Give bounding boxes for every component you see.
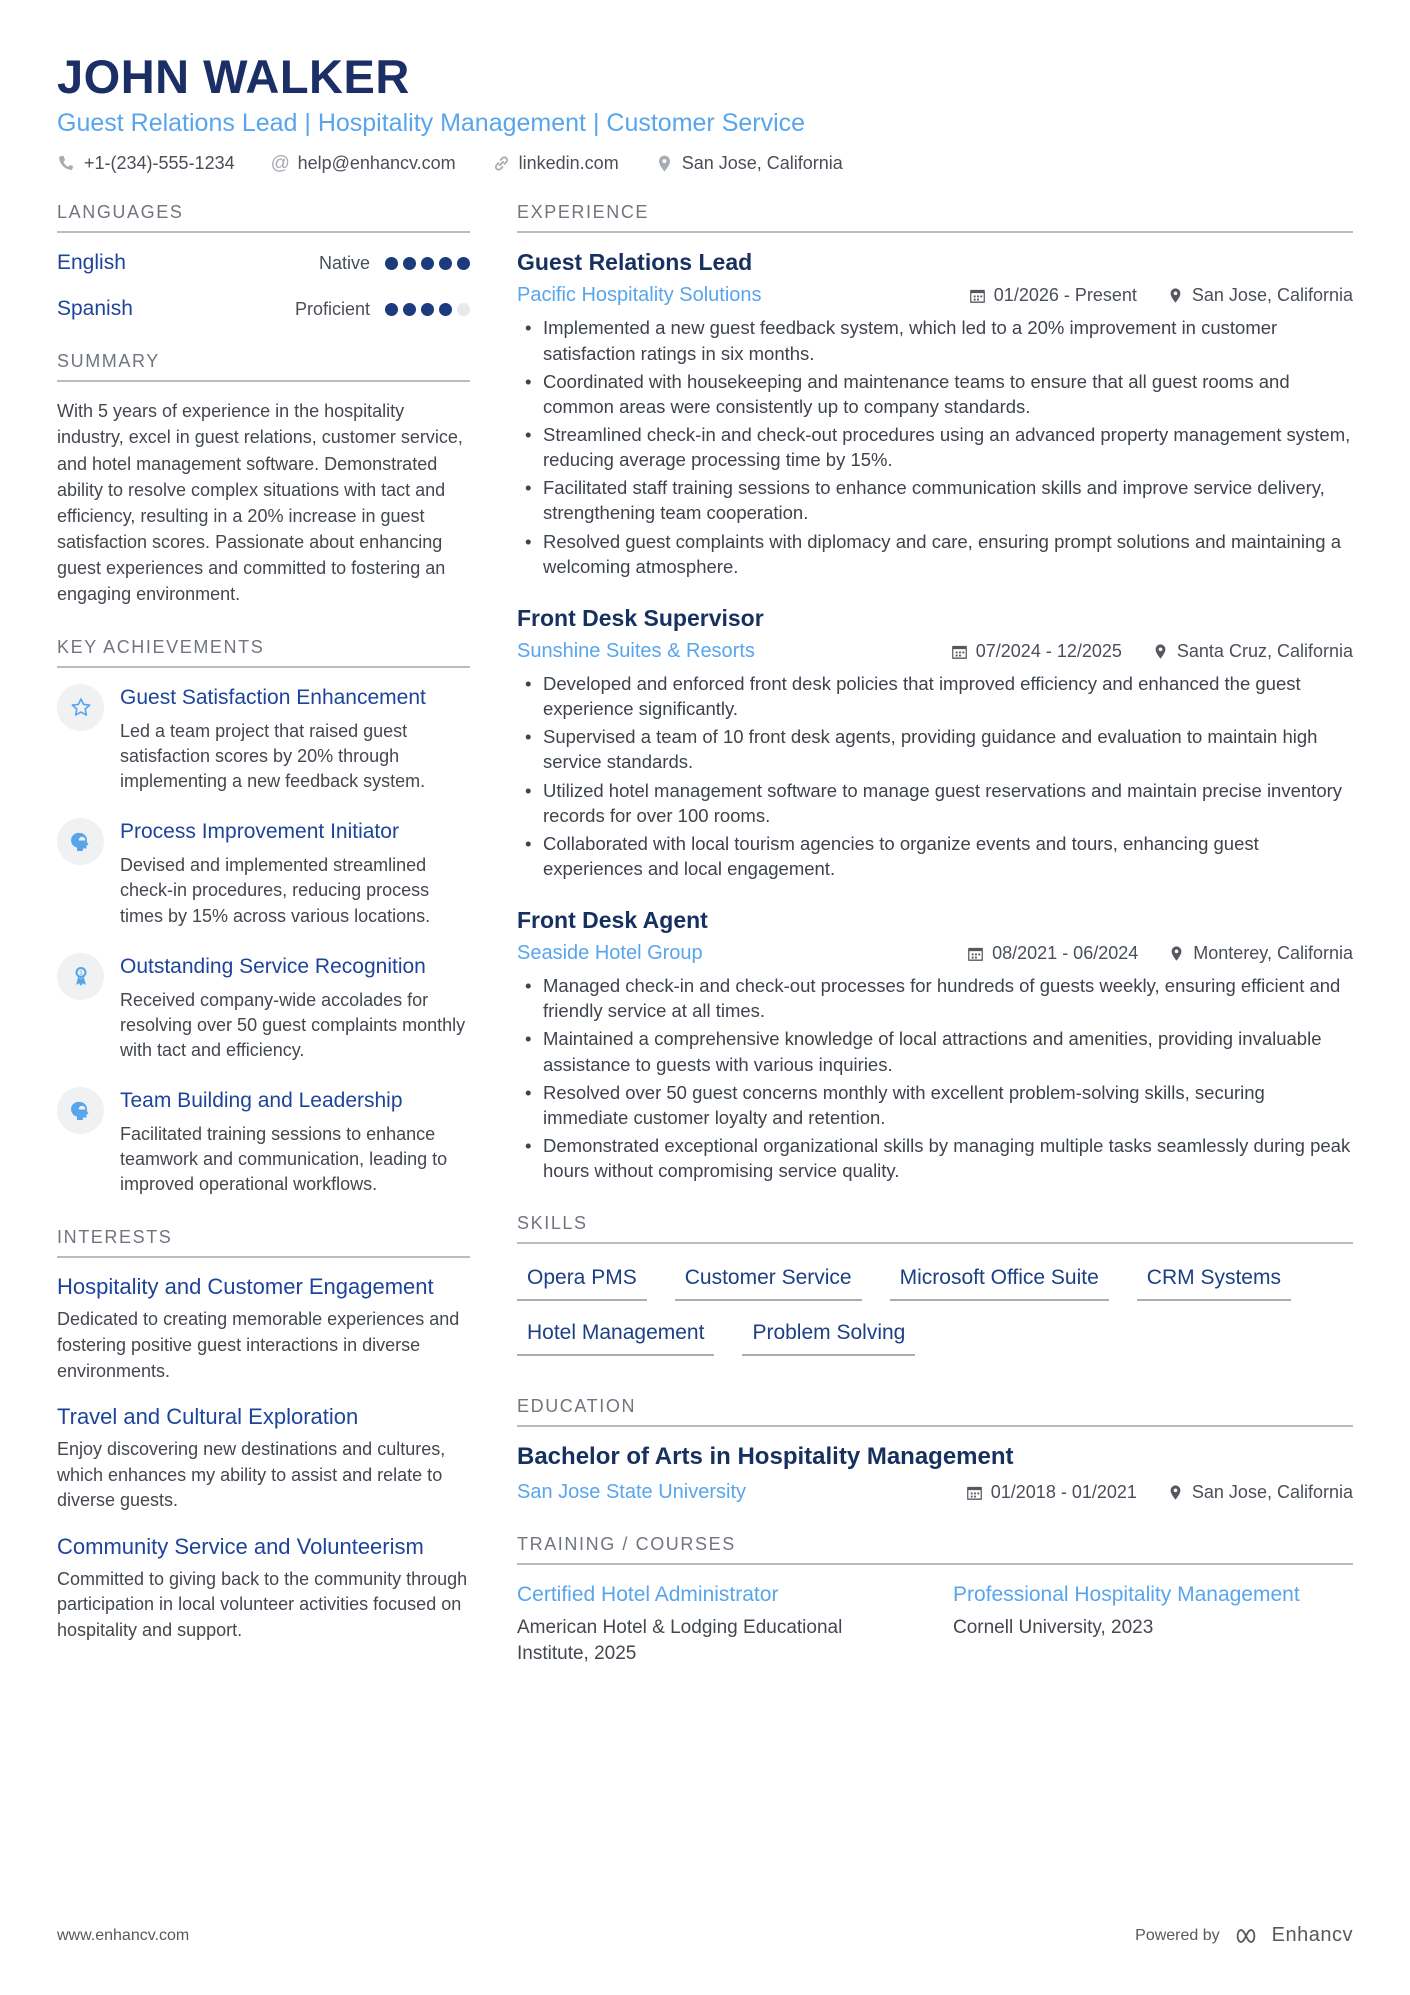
- bullet: • Developed and enforced front desk policies that improved efficiency and enhanced the guest experience significantly.: [525, 671, 1353, 721]
- right-column: [517, 202, 1353, 1666]
- pin-icon: [655, 154, 674, 173]
- achievement-text: Led a team project that raised guest satisfaction scores by 20% through implementing a new feedback system.: [120, 720, 426, 792]
- education-meta: [517, 1481, 1353, 1504]
- achievement-title: Guest Satisfaction Enhancement: [120, 686, 426, 710]
- language-level: Proficient: [294, 298, 370, 319]
- link-text: linkedin.com: [518, 153, 619, 174]
- svg-text:1: 1: [78, 970, 83, 978]
- footer-site-link: www.enhancv.com: [57, 1926, 190, 1944]
- head-icon: [57, 818, 104, 865]
- achievement-text: Devised and implemented streamlined check-in procedures, reducing process times by 15% across various locations.: [120, 855, 431, 926]
- enhancv-brand-name: Enhancv: [1271, 1924, 1353, 1946]
- rating-dot: [403, 257, 416, 270]
- job-dates: 01/2026 - Present: [969, 285, 1137, 306]
- pin-icon: [1167, 1484, 1184, 1501]
- interest-item: [57, 1274, 470, 1384]
- school-name: San Jose State University: [517, 1481, 746, 1504]
- degree-title: Bachelor of Arts in Hospitality Management: [517, 1443, 1014, 1471]
- rating-dot: [385, 303, 398, 316]
- achievement-item: [57, 818, 470, 928]
- rating-dot: [457, 257, 470, 270]
- job-bullets: [517, 973, 1353, 1183]
- pin-icon: [1152, 643, 1169, 660]
- calendar-icon: [969, 287, 986, 304]
- skill-item: Opera PMS: [517, 1266, 647, 1301]
- company-name: Seaside Hotel Group: [517, 942, 703, 965]
- achievement-title: Team Building and Leadership: [120, 1089, 403, 1113]
- bullet: • Utilized hotel management software to manage guest reservations and maintain precise inventory records for over 100 rooms.: [525, 778, 1353, 828]
- interest-item: [57, 1404, 470, 1514]
- skill-item: Hotel Management: [517, 1321, 714, 1356]
- summary-text: With 5 years of experience in the hospitality industry, excel in guest relations, customer service, and hotel management software. Demonstrated ability to resolve complex situations with tact and efficiency, resulting in a 20% increase in guest satisfaction scores. Passionate about enhancing guest experiences and committed to fostering an engaging environment.: [57, 401, 463, 604]
- course-org: Cornell University, 2023: [953, 1617, 1154, 1639]
- language-name: Spanish: [57, 297, 133, 321]
- contact-location: [655, 153, 843, 174]
- experience-heading: EXPERIENCE: [517, 202, 1353, 233]
- bullet: • Resolved over 50 guest concerns monthly with excellent problem-solving skills, securing immediate customer loyalty and retention.: [525, 1080, 1353, 1130]
- page-footer: [57, 1924, 1353, 1947]
- medal-icon: [57, 953, 104, 1000]
- achievement-title: Outstanding Service Recognition: [120, 954, 426, 978]
- skills-heading: SKILLS: [517, 1213, 1353, 1244]
- powered-by: [1135, 1924, 1353, 1947]
- contact-phone: [57, 153, 235, 174]
- calendar-icon: [966, 1484, 983, 1501]
- experience-entry: [517, 605, 1353, 881]
- achievement-text: Facilitated training sessions to enhance teamwork and communication, leading to improved operational workflows.: [120, 1123, 448, 1195]
- rating-dot: [457, 303, 470, 316]
- course-item: [517, 1583, 917, 1666]
- job-dates: 08/2021 - 06/2024: [967, 943, 1138, 964]
- job-title: Front Desk Supervisor: [517, 604, 764, 631]
- job-title: Front Desk Agent: [517, 907, 708, 934]
- experience-entry: [517, 249, 1353, 579]
- job-bullets: [517, 671, 1353, 881]
- company-name: Sunshine Suites & Resorts: [517, 639, 755, 662]
- course-org: American Hotel & Lodging Educational Institute, 2025: [517, 1617, 843, 1665]
- company-name: Pacific Hospitality Solutions: [517, 284, 762, 307]
- pin-icon: [1167, 287, 1184, 304]
- language-level: Native: [318, 252, 370, 273]
- phone-icon: [57, 154, 76, 173]
- job-location: Monterey, California: [1168, 943, 1353, 964]
- bullet: • Collaborated with local tourism agencies to organize events and tours, enhancing guest experiences and local engagement.: [525, 831, 1353, 881]
- summary-heading: SUMMARY: [57, 351, 470, 382]
- education-heading: EDUCATION: [517, 1396, 1353, 1427]
- achievement-title: Process Improvement Initiator: [120, 820, 399, 844]
- skills-list: [517, 1266, 1353, 1356]
- calendar-icon: [951, 643, 968, 660]
- interest-item: [57, 1534, 470, 1644]
- achievements-heading: KEY ACHIEVEMENTS: [57, 637, 470, 668]
- pin-icon: [1168, 945, 1185, 962]
- achievement-item: [57, 953, 470, 1063]
- powered-by-label: Powered by: [1135, 1926, 1220, 1944]
- job-meta: [517, 640, 1353, 663]
- interest-text: Enjoy discovering new destinations and cultures, which enhances my ability to assist and relate to diverse guests.: [57, 1439, 446, 1511]
- bullet: • Resolved guest complaints with diplomacy and care, ensuring prompt solutions and maintaining a welcoming atmosphere.: [525, 529, 1353, 579]
- link-icon: [492, 154, 511, 173]
- languages-heading: LANGUAGES: [57, 202, 470, 233]
- enhancv-brand: [1232, 1924, 1353, 1947]
- headline: Guest Relations Lead | Hospitality Management | Customer Service: [57, 109, 806, 138]
- interest-title: Hospitality and Customer Engagement: [57, 1274, 434, 1300]
- contact-link: [492, 153, 619, 174]
- education-entry: [517, 1443, 1353, 1504]
- bullet: • Demonstrated exceptional organizational skills by managing multiple tasks seamlessly during peak hours without compromising service quality.: [525, 1133, 1353, 1183]
- job-location: San Jose, California: [1167, 285, 1353, 306]
- rating-dot: [385, 257, 398, 270]
- bullet: • Streamlined check-in and check-out procedures using an advanced property management system, reducing average processing time by 15%.: [525, 422, 1353, 472]
- resume-header: [57, 52, 1353, 174]
- job-dates: 07/2024 - 12/2025: [951, 641, 1122, 662]
- contact-row: [57, 153, 1353, 174]
- rating-dot: [421, 257, 434, 270]
- bullet: • Coordinated with housekeeping and maintenance teams to ensure that all guest rooms and common areas were consistently up to company standards.: [525, 369, 1353, 419]
- course-item: [953, 1583, 1353, 1666]
- star-icon: [57, 684, 104, 731]
- language-row: [57, 297, 470, 321]
- course-title: Professional Hospitality Management: [953, 1583, 1300, 1607]
- language-rating-dots: [385, 303, 470, 316]
- email-text: help@enhancv.com: [297, 153, 456, 174]
- achievement-text: Received company-wide accolades for resolving over 50 guest complaints monthly with tact and efficiency.: [120, 989, 466, 1060]
- skill-item: Microsoft Office Suite: [890, 1266, 1109, 1301]
- rating-dot: [403, 303, 416, 316]
- job-meta: [517, 284, 1353, 307]
- interest-text: Dedicated to creating memorable experiences and fostering positive guest interactions in diverse environments.: [57, 1309, 460, 1381]
- rating-dot: [439, 303, 452, 316]
- rating-dot: [439, 257, 452, 270]
- interest-title: Community Service and Volunteerism: [57, 1533, 424, 1559]
- contact-email: [271, 153, 456, 174]
- interest-title: Travel and Cultural Exploration: [57, 1404, 359, 1430]
- left-column: [57, 202, 470, 1666]
- course-title: Certified Hotel Administrator: [517, 1583, 779, 1607]
- education-location: San Jose, California: [1167, 1482, 1353, 1503]
- bullet: • Facilitated staff training sessions to enhance communication skills and improve service delivery, strengthening team cooperation.: [525, 475, 1353, 525]
- job-meta: [517, 942, 1353, 965]
- language-row: [57, 251, 470, 275]
- bullet: • Supervised a team of 10 front desk agents, providing guidance and evaluation to maintain high service standards.: [525, 724, 1353, 774]
- skill-item: Customer Service: [675, 1266, 862, 1301]
- bullet: • Maintained a comprehensive knowledge of local attractions and amenities, providing invaluable assistance to guests with various inquiries.: [525, 1026, 1353, 1076]
- skill-item: CRM Systems: [1137, 1266, 1291, 1301]
- bullet: • Implemented a new guest feedback system, which led to a 20% improvement in customer satisfaction ratings in six months.: [525, 315, 1353, 365]
- skill-item: Problem Solving: [742, 1321, 915, 1356]
- training-heading: TRAINING / COURSES: [517, 1534, 1353, 1565]
- achievement-item: [57, 684, 470, 794]
- experience-entry: [517, 907, 1353, 1183]
- job-bullets: [517, 315, 1353, 579]
- interests-heading: INTERESTS: [57, 1227, 470, 1258]
- enhancv-logo-icon: [1232, 1925, 1266, 1947]
- rating-dot: [421, 303, 434, 316]
- language-name: English: [57, 251, 126, 275]
- location-text: San Jose, California: [681, 153, 843, 174]
- phone-text: +1-(234)-555-1234: [84, 153, 235, 174]
- interest-text: Committed to giving back to the community through participation in local volunteer activities focused on hospitality and support.: [57, 1568, 468, 1640]
- courses-list: [517, 1583, 1353, 1666]
- at-icon: @: [270, 153, 290, 175]
- bullet: • Managed check-in and check-out processes for hundreds of guests weekly, ensuring efficient and friendly service at all times.: [525, 973, 1353, 1023]
- calendar-icon: [967, 945, 984, 962]
- job-location: Santa Cruz, California: [1152, 641, 1353, 662]
- head-icon: [57, 1087, 104, 1134]
- achievement-item: [57, 1087, 470, 1197]
- education-dates: 01/2018 - 01/2021: [966, 1482, 1137, 1503]
- language-rating-dots: [385, 257, 470, 270]
- person-name: JOHN WALKER: [57, 50, 410, 103]
- job-title: Guest Relations Lead: [517, 249, 753, 276]
